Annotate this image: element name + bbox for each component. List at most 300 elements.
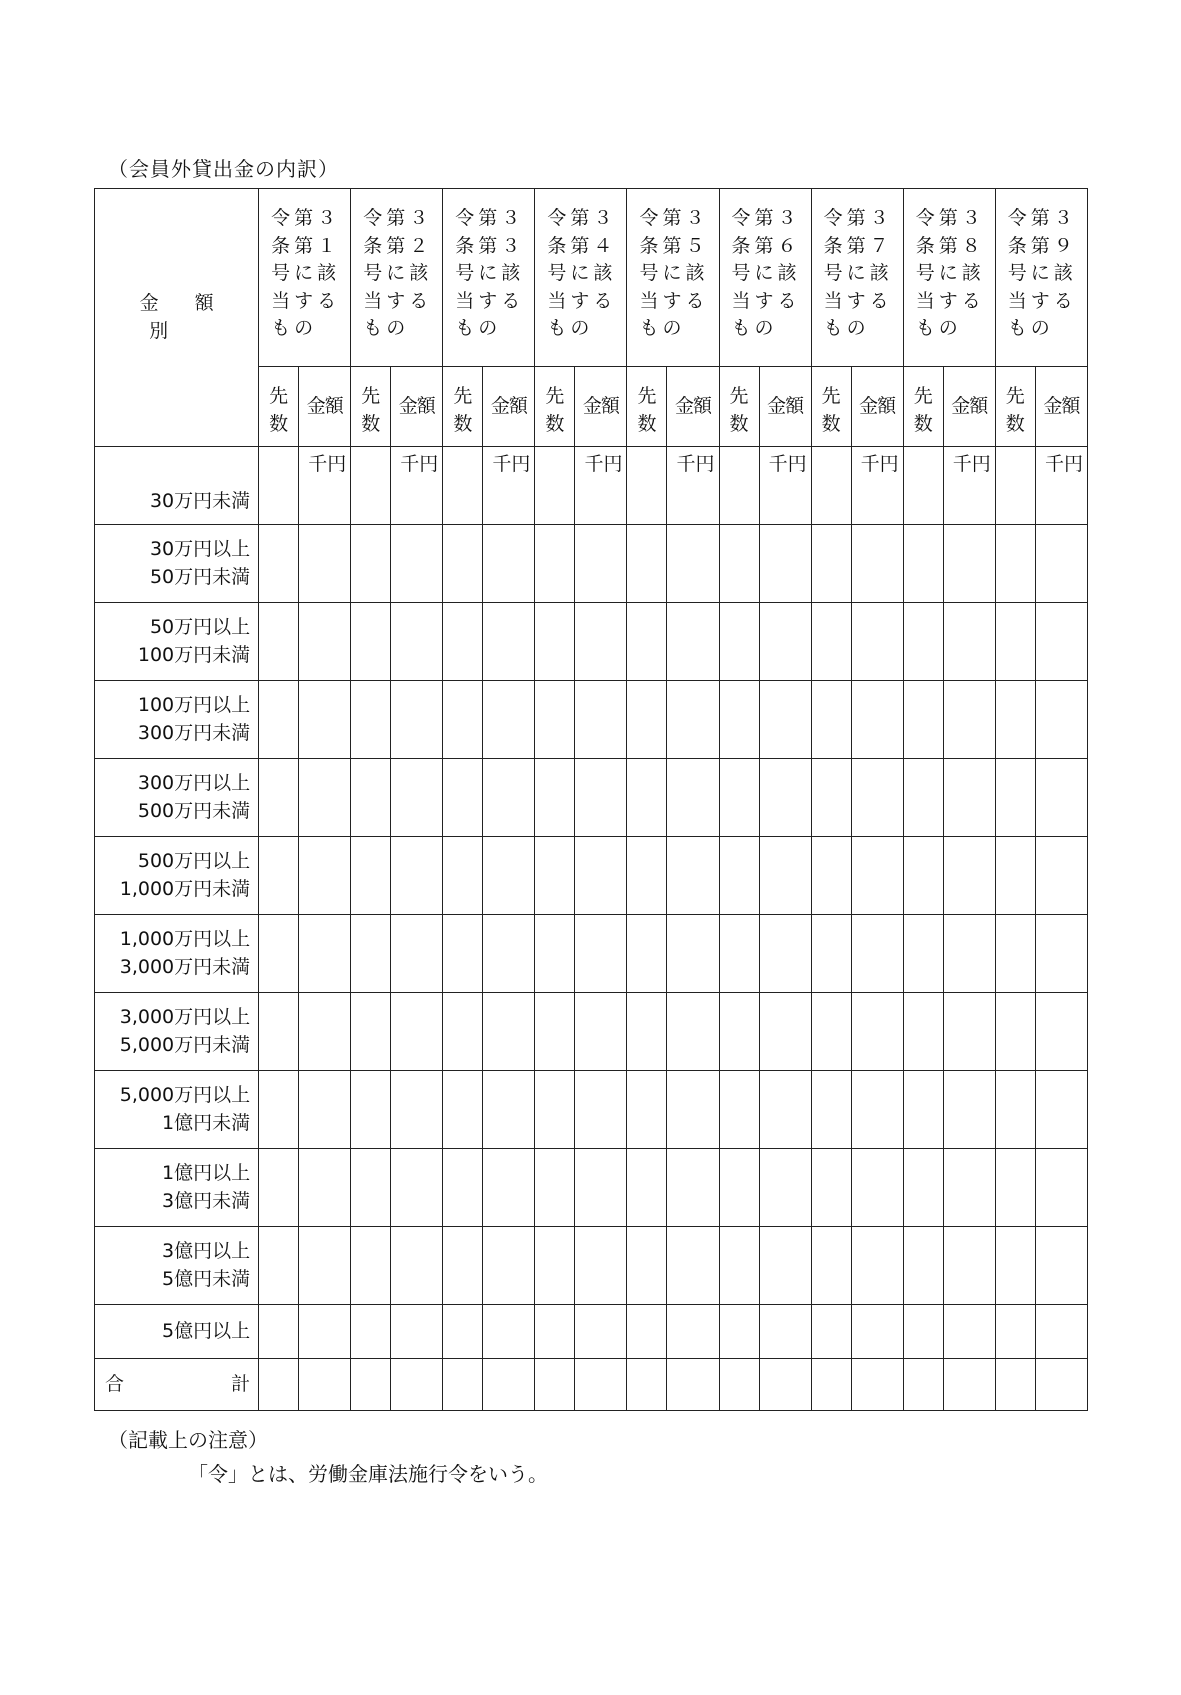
count-cell[interactable] (351, 603, 391, 681)
count-cell[interactable] (535, 915, 575, 993)
count-cell[interactable] (627, 1227, 667, 1305)
table-row (95, 915, 1088, 993)
amount-cell[interactable] (483, 681, 535, 759)
row-label: 300万円以上 500万円未満 (95, 759, 259, 837)
amount-cell[interactable] (943, 603, 995, 681)
count-cell[interactable] (627, 837, 667, 915)
count-cell[interactable] (903, 681, 943, 759)
count-cell[interactable] (627, 1149, 667, 1227)
count-subheader-label: 先数 (269, 385, 289, 435)
amount-cell[interactable] (575, 681, 627, 759)
amount-cell[interactable]: 千円 (299, 447, 351, 525)
count-cell[interactable] (903, 1149, 943, 1227)
amount-cell[interactable] (943, 837, 995, 915)
count-subheader-label: 先数 (453, 385, 473, 435)
count-cell[interactable] (535, 1305, 575, 1359)
notes-body: 「令」とは、労働金庫法施行令をいう。 (188, 1462, 548, 1486)
count-cell[interactable] (535, 447, 575, 525)
amount-cell[interactable] (943, 1149, 995, 1227)
amount-cell[interactable] (759, 603, 811, 681)
total-amount-cell[interactable] (391, 1359, 443, 1411)
count-cell[interactable] (627, 525, 667, 603)
count-cell[interactable] (719, 525, 759, 603)
amount-subheader: 金額 (483, 367, 535, 447)
count-cell[interactable] (811, 525, 851, 603)
amount-cell[interactable] (759, 837, 811, 915)
count-subheader-label: 先数 (729, 385, 749, 435)
amount-cell[interactable] (1035, 603, 1087, 681)
amount-cell[interactable] (943, 525, 995, 603)
amount-cell[interactable] (391, 759, 443, 837)
amount-cell[interactable] (759, 681, 811, 759)
table-row (95, 447, 1088, 525)
count-subheader-label: 先数 (545, 385, 565, 435)
row-label: 30万円未満 (95, 447, 259, 525)
count-cell[interactable] (995, 1071, 1035, 1149)
count-subheader-label: 先数 (821, 385, 841, 435)
amount-cell[interactable] (759, 1227, 811, 1305)
amount-cell[interactable] (483, 525, 535, 603)
count-cell[interactable] (443, 915, 483, 993)
count-cell[interactable] (535, 837, 575, 915)
count-cell[interactable] (443, 759, 483, 837)
total-amount-cell[interactable] (667, 1359, 719, 1411)
amount-cell[interactable]: 千円 (483, 447, 535, 525)
amount-subheader: 金額 (299, 367, 351, 447)
amount-subheader: 金額 (759, 367, 811, 447)
count-cell[interactable] (443, 837, 483, 915)
row-label: 30万円以上 50万円未満 (95, 525, 259, 603)
amount-subheader: 金額 (851, 367, 903, 447)
count-cell[interactable] (811, 915, 851, 993)
count-cell[interactable] (443, 1071, 483, 1149)
table-row (95, 1305, 1088, 1359)
amount-cell[interactable]: 千円 (667, 447, 719, 525)
count-cell[interactable] (811, 447, 851, 525)
count-subheader-label: 先数 (1005, 385, 1025, 435)
amount-cell[interactable] (943, 1305, 995, 1359)
count-cell[interactable] (903, 1305, 943, 1359)
count-cell[interactable] (811, 1149, 851, 1227)
count-cell[interactable] (627, 447, 667, 525)
count-cell[interactable] (903, 1227, 943, 1305)
count-cell[interactable] (903, 915, 943, 993)
table-row (95, 681, 1088, 759)
total-count-cell[interactable] (351, 1359, 391, 1411)
amount-subheader: 金額 (575, 367, 627, 447)
amount-cell[interactable] (667, 525, 719, 603)
count-cell[interactable] (627, 759, 667, 837)
loan-breakdown-table (94, 188, 1088, 1411)
count-cell[interactable] (995, 993, 1035, 1071)
count-subheader-label: 先数 (361, 385, 381, 435)
count-cell[interactable] (351, 525, 391, 603)
row-label: 1億円以上 3億円未満 (95, 1149, 259, 1227)
amount-cell[interactable] (299, 1071, 351, 1149)
count-cell[interactable] (995, 1149, 1035, 1227)
header-row-categories (95, 189, 1088, 367)
count-cell[interactable] (535, 681, 575, 759)
amount-cell[interactable] (299, 993, 351, 1071)
table-row (95, 993, 1088, 1071)
amount-cell[interactable] (483, 837, 535, 915)
amount-cell[interactable] (299, 1149, 351, 1227)
count-cell[interactable] (443, 993, 483, 1071)
total-label (95, 1359, 259, 1411)
count-cell[interactable] (259, 681, 299, 759)
count-subheader (259, 367, 299, 447)
amount-cell[interactable] (391, 681, 443, 759)
amount-cell[interactable] (851, 759, 903, 837)
table-row (95, 1071, 1088, 1149)
count-cell[interactable] (535, 759, 575, 837)
amount-cell[interactable] (299, 759, 351, 837)
count-cell[interactable] (443, 1305, 483, 1359)
count-cell[interactable] (627, 915, 667, 993)
amount-cell[interactable] (483, 1071, 535, 1149)
amount-cell[interactable] (851, 915, 903, 993)
row-label: 100万円以上 300万円未満 (95, 681, 259, 759)
amount-cell[interactable] (851, 525, 903, 603)
column-header-item-4: 令第３ 条第４ 号に該 当する もの (535, 189, 627, 367)
count-cell[interactable] (443, 603, 483, 681)
amount-cell[interactable] (667, 1305, 719, 1359)
count-cell[interactable] (443, 681, 483, 759)
count-cell[interactable] (995, 1305, 1035, 1359)
amount-cell[interactable] (483, 915, 535, 993)
row-label: 5,000万円以上 1億円未満 (95, 1071, 259, 1149)
amount-cell[interactable] (851, 1149, 903, 1227)
amount-cell[interactable] (483, 759, 535, 837)
count-cell[interactable] (995, 915, 1035, 993)
amount-cell[interactable] (299, 1227, 351, 1305)
amount-cell[interactable] (391, 1305, 443, 1359)
total-amount-cell[interactable] (759, 1359, 811, 1411)
count-subheader (903, 367, 943, 447)
count-cell[interactable] (351, 837, 391, 915)
count-cell[interactable] (535, 993, 575, 1071)
count-cell[interactable] (351, 1227, 391, 1305)
total-count-cell[interactable] (259, 1359, 299, 1411)
amount-cell[interactable] (1035, 1149, 1087, 1227)
count-cell[interactable] (443, 1149, 483, 1227)
amount-cell[interactable] (667, 603, 719, 681)
count-cell[interactable] (995, 681, 1035, 759)
count-cell[interactable] (719, 837, 759, 915)
amount-cell[interactable] (667, 837, 719, 915)
count-cell[interactable] (259, 525, 299, 603)
row-label: 500万円以上 1,000万円未満 (95, 837, 259, 915)
row-label: 5億円以上 (95, 1305, 259, 1359)
column-header-item-8: 令第３ 条第８ 号に該 当する もの (903, 189, 995, 367)
count-cell[interactable] (811, 759, 851, 837)
amount-cell[interactable] (483, 1149, 535, 1227)
count-cell[interactable] (811, 993, 851, 1071)
table-row (95, 759, 1088, 837)
amount-cell[interactable] (575, 759, 627, 837)
amount-cell[interactable] (851, 1305, 903, 1359)
table-row (95, 1149, 1088, 1227)
amount-cell[interactable] (667, 681, 719, 759)
table-row (95, 837, 1088, 915)
count-cell[interactable] (719, 681, 759, 759)
count-cell[interactable] (259, 1149, 299, 1227)
count-cell[interactable] (995, 447, 1035, 525)
count-cell[interactable] (627, 993, 667, 1071)
amount-cell[interactable] (483, 1227, 535, 1305)
count-subheader (811, 367, 851, 447)
count-cell[interactable] (443, 525, 483, 603)
column-header-item-9: 令第３ 条第９ 号に該 当する もの (995, 189, 1087, 367)
amount-cell[interactable] (575, 837, 627, 915)
amount-cell[interactable] (391, 1149, 443, 1227)
amount-cell[interactable] (759, 525, 811, 603)
total-amount-cell[interactable] (299, 1359, 351, 1411)
total-row (95, 1359, 1088, 1411)
amount-cell[interactable] (943, 1071, 995, 1149)
amount-cell[interactable] (575, 1305, 627, 1359)
total-label-left: 合 (105, 1372, 125, 1395)
amount-cell[interactable] (575, 1227, 627, 1305)
count-cell[interactable] (351, 915, 391, 993)
count-cell[interactable] (259, 837, 299, 915)
total-amount-cell[interactable] (851, 1359, 903, 1411)
notes-title: （記載上の注意） (108, 1428, 268, 1452)
amount-cell[interactable] (759, 993, 811, 1071)
amount-cell[interactable] (1035, 915, 1087, 993)
count-cell[interactable] (719, 447, 759, 525)
total-amount-cell[interactable] (483, 1359, 535, 1411)
count-cell[interactable] (903, 525, 943, 603)
amount-cell[interactable] (667, 1071, 719, 1149)
amount-cell[interactable] (391, 525, 443, 603)
total-count-cell[interactable] (995, 1359, 1035, 1411)
total-count-cell[interactable] (443, 1359, 483, 1411)
amount-cell[interactable] (943, 915, 995, 993)
amount-subheader: 金額 (1035, 367, 1087, 447)
amount-cell[interactable] (667, 759, 719, 837)
amount-cell[interactable] (851, 603, 903, 681)
count-cell[interactable] (719, 1071, 759, 1149)
count-cell[interactable] (811, 603, 851, 681)
count-cell[interactable] (995, 603, 1035, 681)
amount-cell[interactable] (391, 993, 443, 1071)
total-count-cell[interactable] (903, 1359, 943, 1411)
column-header-item-2: 令第３ 条第２ 号に該 当する もの (351, 189, 443, 367)
amount-cell[interactable] (483, 1305, 535, 1359)
count-cell[interactable] (719, 759, 759, 837)
amount-cell[interactable] (391, 603, 443, 681)
amount-cell[interactable] (943, 681, 995, 759)
amount-cell[interactable] (943, 759, 995, 837)
amount-cell[interactable] (575, 525, 627, 603)
count-cell[interactable] (351, 681, 391, 759)
total-count-cell[interactable] (535, 1359, 575, 1411)
amount-cell[interactable] (667, 1149, 719, 1227)
count-cell[interactable] (259, 1227, 299, 1305)
amount-cell[interactable] (667, 1227, 719, 1305)
amount-cell[interactable] (943, 993, 995, 1071)
amount-cell[interactable] (299, 837, 351, 915)
column-header-item-3: 令第３ 条第３ 号に該 当する もの (443, 189, 535, 367)
amount-cell[interactable]: 千円 (851, 447, 903, 525)
count-cell[interactable] (719, 993, 759, 1071)
amount-cell[interactable] (391, 837, 443, 915)
amount-cell[interactable]: 千円 (391, 447, 443, 525)
amount-cell[interactable] (391, 1227, 443, 1305)
count-cell[interactable] (535, 525, 575, 603)
amount-cell[interactable]: 千円 (943, 447, 995, 525)
count-cell[interactable] (259, 1071, 299, 1149)
amount-cell[interactable] (299, 681, 351, 759)
amount-cell[interactable] (299, 525, 351, 603)
count-cell[interactable] (903, 993, 943, 1071)
column-header-item-1: 令第３ 条第１ 号に該 当する もの (259, 189, 351, 367)
amount-cell[interactable] (1035, 1305, 1087, 1359)
count-cell[interactable] (535, 1227, 575, 1305)
amount-cell[interactable] (1035, 681, 1087, 759)
amount-cell[interactable] (851, 1071, 903, 1149)
count-subheader-label: 先数 (637, 385, 657, 435)
count-cell[interactable] (443, 1227, 483, 1305)
count-cell[interactable] (903, 1071, 943, 1149)
amount-cell[interactable] (851, 1227, 903, 1305)
count-cell[interactable] (627, 1071, 667, 1149)
count-cell[interactable] (535, 1071, 575, 1149)
count-cell[interactable] (903, 447, 943, 525)
count-cell[interactable] (811, 1071, 851, 1149)
amount-cell[interactable]: 千円 (1035, 447, 1087, 525)
amount-cell[interactable] (1035, 1227, 1087, 1305)
count-cell[interactable] (351, 1305, 391, 1359)
amount-cell[interactable] (299, 1305, 351, 1359)
count-cell[interactable] (259, 1305, 299, 1359)
amount-cell[interactable] (851, 993, 903, 1071)
amount-cell[interactable] (1035, 525, 1087, 603)
amount-cell[interactable] (483, 993, 535, 1071)
amount-cell[interactable] (1035, 759, 1087, 837)
row-label: 1,000万円以上 3,000万円未満 (95, 915, 259, 993)
amount-subheader: 金額 (943, 367, 995, 447)
row-label: 50万円以上 100万円未満 (95, 603, 259, 681)
count-cell[interactable] (903, 759, 943, 837)
amount-cell[interactable] (575, 993, 627, 1071)
count-cell[interactable] (811, 837, 851, 915)
amount-cell[interactable]: 千円 (575, 447, 627, 525)
count-cell[interactable] (903, 837, 943, 915)
count-subheader (351, 367, 391, 447)
count-cell[interactable] (719, 1305, 759, 1359)
amount-cell[interactable] (299, 915, 351, 993)
amount-cell[interactable] (667, 993, 719, 1071)
count-cell[interactable] (259, 915, 299, 993)
table-row (95, 525, 1088, 603)
count-cell[interactable] (351, 1071, 391, 1149)
count-cell[interactable] (259, 447, 299, 525)
table-row (95, 1227, 1088, 1305)
count-cell[interactable] (811, 1305, 851, 1359)
column-header-item-5: 令第３ 条第５ 号に該 当する もの (627, 189, 719, 367)
amount-subheader: 金額 (391, 367, 443, 447)
count-cell[interactable] (259, 993, 299, 1071)
count-cell[interactable] (995, 759, 1035, 837)
amount-cell[interactable] (1035, 837, 1087, 915)
total-count-cell[interactable] (719, 1359, 759, 1411)
total-count-cell[interactable] (811, 1359, 851, 1411)
amount-cell[interactable] (391, 1071, 443, 1149)
count-cell[interactable] (351, 447, 391, 525)
count-cell[interactable] (351, 1149, 391, 1227)
column-header-item-7: 令第３ 条第７ 号に該 当する もの (811, 189, 903, 367)
page-title: （会員外貸出金の内訳） (108, 157, 339, 181)
total-amount-cell[interactable] (575, 1359, 627, 1411)
count-cell[interactable] (719, 1227, 759, 1305)
amount-cell[interactable] (483, 603, 535, 681)
count-cell[interactable] (351, 993, 391, 1071)
amount-cell[interactable] (851, 837, 903, 915)
count-cell[interactable] (535, 1149, 575, 1227)
count-cell[interactable] (351, 759, 391, 837)
total-label-right: 計 (231, 1372, 251, 1395)
amount-cell[interactable] (943, 1227, 995, 1305)
amount-cell[interactable]: 千円 (759, 447, 811, 525)
amount-cell[interactable] (575, 1149, 627, 1227)
amount-cell[interactable] (299, 603, 351, 681)
amount-cell[interactable] (759, 1305, 811, 1359)
count-cell[interactable] (719, 1149, 759, 1227)
count-cell[interactable] (259, 759, 299, 837)
corner-header (95, 189, 259, 447)
amount-cell[interactable] (759, 915, 811, 993)
count-cell[interactable] (995, 837, 1035, 915)
amount-cell[interactable] (1035, 1071, 1087, 1149)
count-cell[interactable] (443, 447, 483, 525)
total-amount-cell[interactable] (943, 1359, 995, 1411)
amount-cell[interactable] (851, 681, 903, 759)
amount-cell[interactable] (575, 603, 627, 681)
table-row (95, 603, 1088, 681)
row-label: 3億円以上 5億円未満 (95, 1227, 259, 1305)
table-body (95, 447, 1088, 1411)
count-subheader (627, 367, 667, 447)
count-cell[interactable] (903, 603, 943, 681)
count-cell[interactable] (535, 603, 575, 681)
count-cell[interactable] (995, 1227, 1035, 1305)
count-cell[interactable] (627, 681, 667, 759)
column-header-item-6: 令第３ 条第６ 号に該 当する もの (719, 189, 811, 367)
count-cell[interactable] (627, 603, 667, 681)
count-cell[interactable] (995, 525, 1035, 603)
amount-cell[interactable] (667, 915, 719, 993)
amount-cell[interactable] (575, 915, 627, 993)
amount-cell[interactable] (759, 759, 811, 837)
amount-cell[interactable] (759, 1149, 811, 1227)
count-cell[interactable] (719, 915, 759, 993)
count-cell[interactable] (811, 1227, 851, 1305)
amount-cell[interactable] (759, 1071, 811, 1149)
count-cell[interactable] (627, 1305, 667, 1359)
total-amount-cell[interactable] (1035, 1359, 1087, 1411)
count-subheader (443, 367, 483, 447)
total-count-cell[interactable] (627, 1359, 667, 1411)
count-cell[interactable] (719, 603, 759, 681)
amount-cell[interactable] (575, 1071, 627, 1149)
count-cell[interactable] (259, 603, 299, 681)
amount-cell[interactable] (1035, 993, 1087, 1071)
count-cell[interactable] (811, 681, 851, 759)
amount-cell[interactable] (391, 915, 443, 993)
count-subheader (535, 367, 575, 447)
